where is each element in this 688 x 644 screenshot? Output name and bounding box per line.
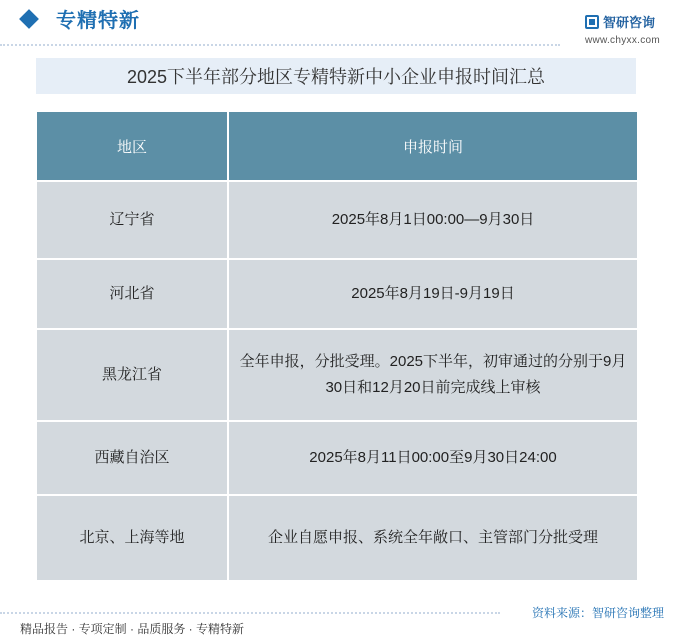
source-note: 资料来源：智研咨询整理 <box>531 606 664 620</box>
region-cell: 河北省 <box>36 259 228 329</box>
time-cell: 2025年8月19日-9月19日 <box>228 259 638 329</box>
footer-tagline: 精品报告 · 专项定制 · 品质服务 · 专精特新 <box>20 622 244 636</box>
table-title: 2025下半年部分地区专精特新中小企业申报时间汇总 <box>36 58 636 94</box>
region-cell: 黑龙江省 <box>36 329 228 421</box>
region-cell: 西藏自治区 <box>36 421 228 495</box>
brand-name: 智研咨询 <box>602 15 655 30</box>
header-divider <box>0 44 560 46</box>
time-cell: 全年申报，分批受理。2025下半年，初审通过的分别于9月30日和12月20日前完成线上审核 <box>228 329 638 421</box>
column-header-region: 地区 <box>36 111 228 181</box>
footer-divider <box>0 612 500 614</box>
time-cell: 2025年8月11日00:00至9月30日24:00 <box>228 421 638 495</box>
page-title: 专精特新 <box>56 10 140 32</box>
time-cell: 企业自愿申报、系统全年敞口、主管部门分批受理 <box>228 495 638 581</box>
region-cell: 辽宁省 <box>36 181 228 259</box>
table-row <box>36 181 638 259</box>
table-row <box>36 259 638 329</box>
brand-block <box>585 12 660 46</box>
brand-logo-icon <box>585 15 599 29</box>
diamond-icon <box>19 9 39 29</box>
brand-url: www.chyxx.com <box>584 35 660 46</box>
table-row <box>36 495 638 581</box>
declaration-table <box>35 110 639 582</box>
column-header-time: 申报时间 <box>228 111 638 181</box>
table-row <box>36 421 638 495</box>
region-cell: 北京、上海等地 <box>36 495 228 581</box>
time-cell: 2025年8月1日00:00—9月30日 <box>228 181 638 259</box>
table-row <box>36 329 638 421</box>
table-header-row <box>36 111 638 181</box>
